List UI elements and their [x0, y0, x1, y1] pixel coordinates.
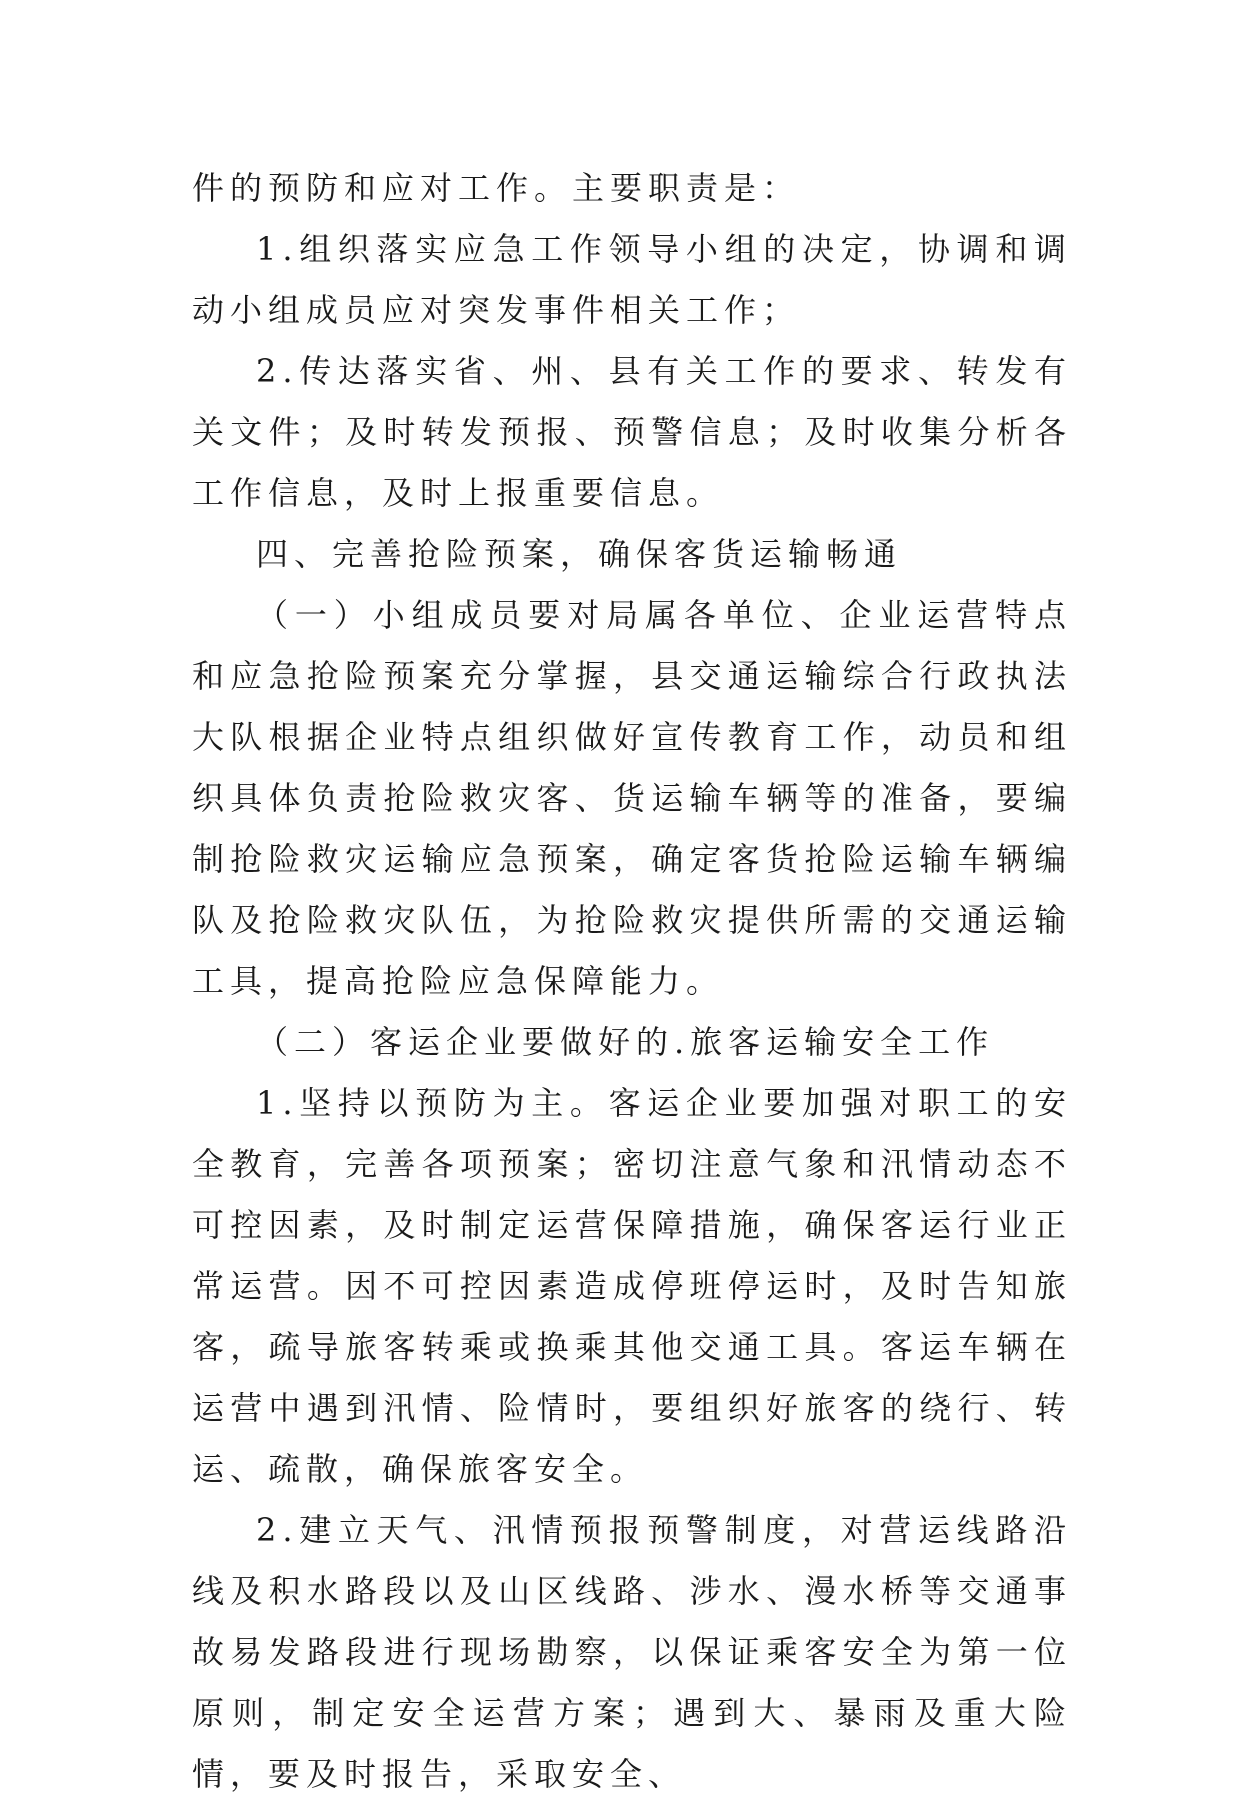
paragraph-subsection-1: （一）小组成员要对局属各单位、企业运营特点和应急抢险预案充分掌握，县交通运输综合行政执法大队根据企业特点组织做好宣传教育工作，动员和组织具体负责抢险救灾客、货运输车辆等的准备，要编制抢险救灾运输应急预案，确定客货抢险运输车辆编队及抢险救灾队伍，为抢险救灾提供所需的交通运输工具，提高抢险应急保障能力。	[192, 596, 1072, 1000]
document-body	[192, 158, 1072, 1805]
paragraph-duty-2: 2.传达落实省、州、县有关工作的要求、转发有关文件；及时转发预报、预警信息；及时收集分析各工作信息，及时上报重要信息。	[192, 352, 1072, 512]
paragraph-continuation: 件的预防和应对工作。主要职责是：	[192, 169, 801, 207]
paragraph-item-1: 1.坚持以预防为主。客运企业要加强对职工的安全教育，完善各项预案；密切注意气象和汛情动态不可控因素，及时制定运营保障措施，确保客运行业正常运营。因不可控因素造成停班停运时，及时告知旅客，疏导旅客转乘或换乘其他交通工具。客运车辆在运营中遇到汛情、险情时，要组织好旅客的绕行、转运、疏散，确保旅客安全。	[192, 1084, 1072, 1488]
subsection-heading-2: （二）客运企业要做好的.旅客运输安全工作	[256, 1023, 995, 1061]
section-heading-four: 四、完善抢险预案，确保客货运输畅通	[256, 535, 903, 573]
paragraph-duty-1: 1.组织落实应急工作领导小组的决定，协调和调动小组成员应对突发事件相关工作；	[192, 230, 1072, 329]
paragraph-item-2: 2.建立天气、汛情预报预警制度，对营运线路沿线及积水路段以及山区线路、涉水、漫水桥等交通事故易发路段进行现场勘察，以保证乘客安全为第一位原则，制定安全运营方案；遇到大、暴雨及重大险情，要及时报告，采取安全、	[192, 1511, 1072, 1793]
